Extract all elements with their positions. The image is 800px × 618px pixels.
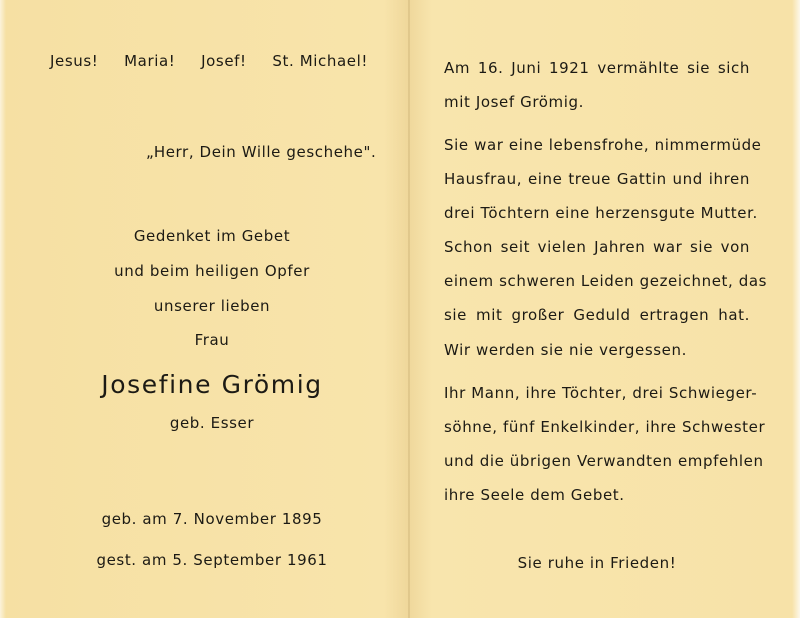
paper-edge-right [792,0,800,618]
tribute-line-1: Sie war eine lebensfrohe, nimmermüde [444,136,762,154]
invocation-maria: Maria! [124,52,176,70]
family-line-4: ihre Seele dem Gebet. [444,486,625,504]
invocation-josef: Josef! [201,52,247,70]
deceased-name: Josefine Grömig [101,370,323,399]
tribute-line-3: drei Töchtern eine herzensgute Mutter. [444,204,758,222]
marriage-line-1: Am 16. Juni 1921 vermählte sie sich [444,59,750,77]
family-line-3: und die übrigen Verwandten empfehlen [444,452,764,470]
invocations-line [50,52,368,70]
tribute-line-2: Hausfrau, eine treue Gattin und ihren [444,170,750,188]
closing-blessing: Sie ruhe in Frieden! [517,554,677,572]
tribute-line-5: einem schweren Leiden gezeichnet, das [444,272,768,290]
tribute-line-6: sie mit großer Geduld ertragen hat. [444,306,750,324]
marriage-line-2: mit Josef Grömig. [444,93,585,111]
tribute-line-4: Schon seit vielen Jahren war sie von [444,238,750,256]
birth-date: geb. am 7. November 1895 [101,510,323,528]
invocation-jesus: Jesus! [50,52,99,70]
motto: „Herr, Dein Wille geschehe". [146,143,377,161]
death-date: gest. am 5. September 1961 [96,551,328,569]
family-line-2: söhne, fünf Enkelkinder, ihre Schwester [444,418,766,436]
tribute-line-7: Wir werden sie nie vergessen. [444,341,687,359]
family-line-1: Ihr Mann, ihre Töchter, drei Schwieger- [444,384,758,402]
maiden-name: geb. Esser [169,414,255,432]
paper-edge-left [0,0,6,618]
card-fold [408,0,410,618]
intro-line-4: Frau [194,331,230,349]
intro-line-3: unserer lieben [153,297,271,315]
intro-line-1: Gedenket im Gebet [133,227,291,245]
invocation-st-michael: St. Michael! [272,52,368,70]
intro-line-2: und beim heiligen Opfer [114,262,310,280]
